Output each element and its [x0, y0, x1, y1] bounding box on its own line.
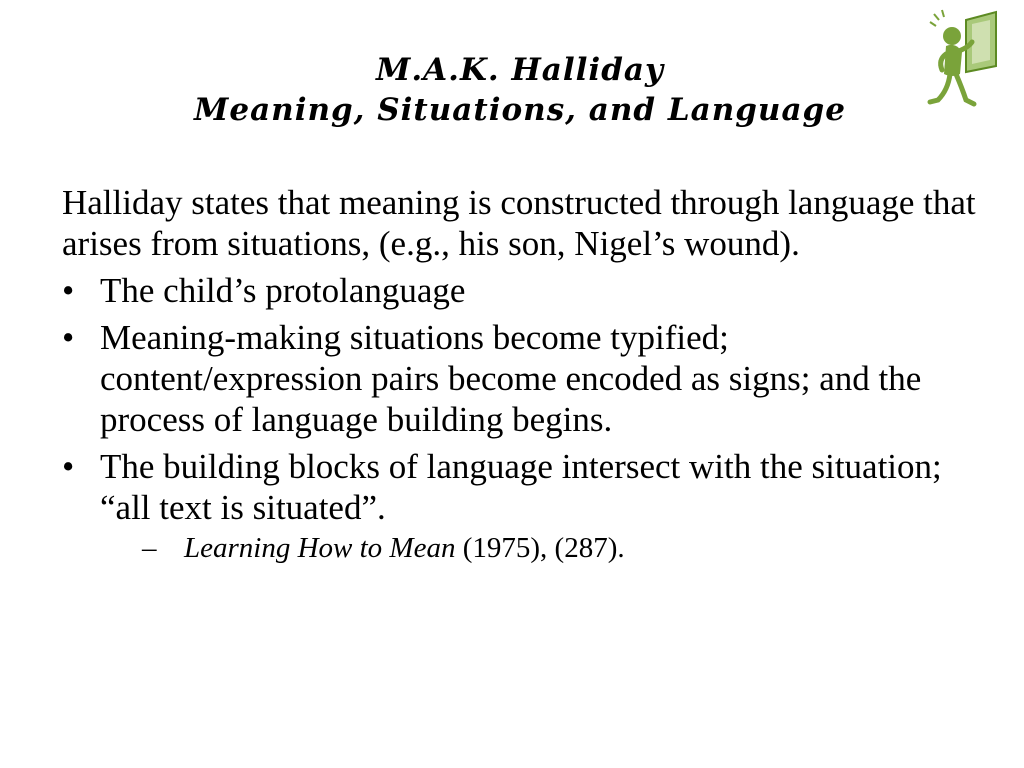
bullet-item	[62, 317, 982, 440]
intro-paragraph: Halliday states that meaning is constructed through language that arises from situations, (e.g., his son, Nigel’s wound).	[62, 183, 976, 263]
bullet-marker: •	[62, 447, 75, 486]
bullet-item	[62, 270, 982, 311]
citation-text: (1975), (287).	[455, 532, 625, 564]
bullet-text: The building blocks of language intersect with the situation; “all text is situated”.	[100, 447, 942, 527]
bullet-text: The child’s protolanguage	[100, 271, 466, 310]
bullet-marker: •	[62, 271, 75, 310]
title-line-1: M.A.K. Halliday	[376, 52, 664, 88]
bullet-text: Meaning-making situations become typified; content/expression pairs become encoded as signs; and the process of language building begins.	[100, 318, 922, 439]
citation-sub-item	[100, 530, 982, 566]
slide-body	[62, 182, 982, 572]
bullet-list	[62, 270, 982, 566]
bullet-marker: •	[62, 318, 75, 357]
slide-title	[60, 50, 980, 130]
person-exiting-door-icon	[922, 8, 1004, 116]
book-title: Learning How to Mean	[184, 532, 456, 564]
title-line-2: Meaning, Situations, and Language	[194, 92, 846, 128]
sub-item-marker: –	[142, 532, 157, 564]
bullet-item	[62, 446, 982, 566]
